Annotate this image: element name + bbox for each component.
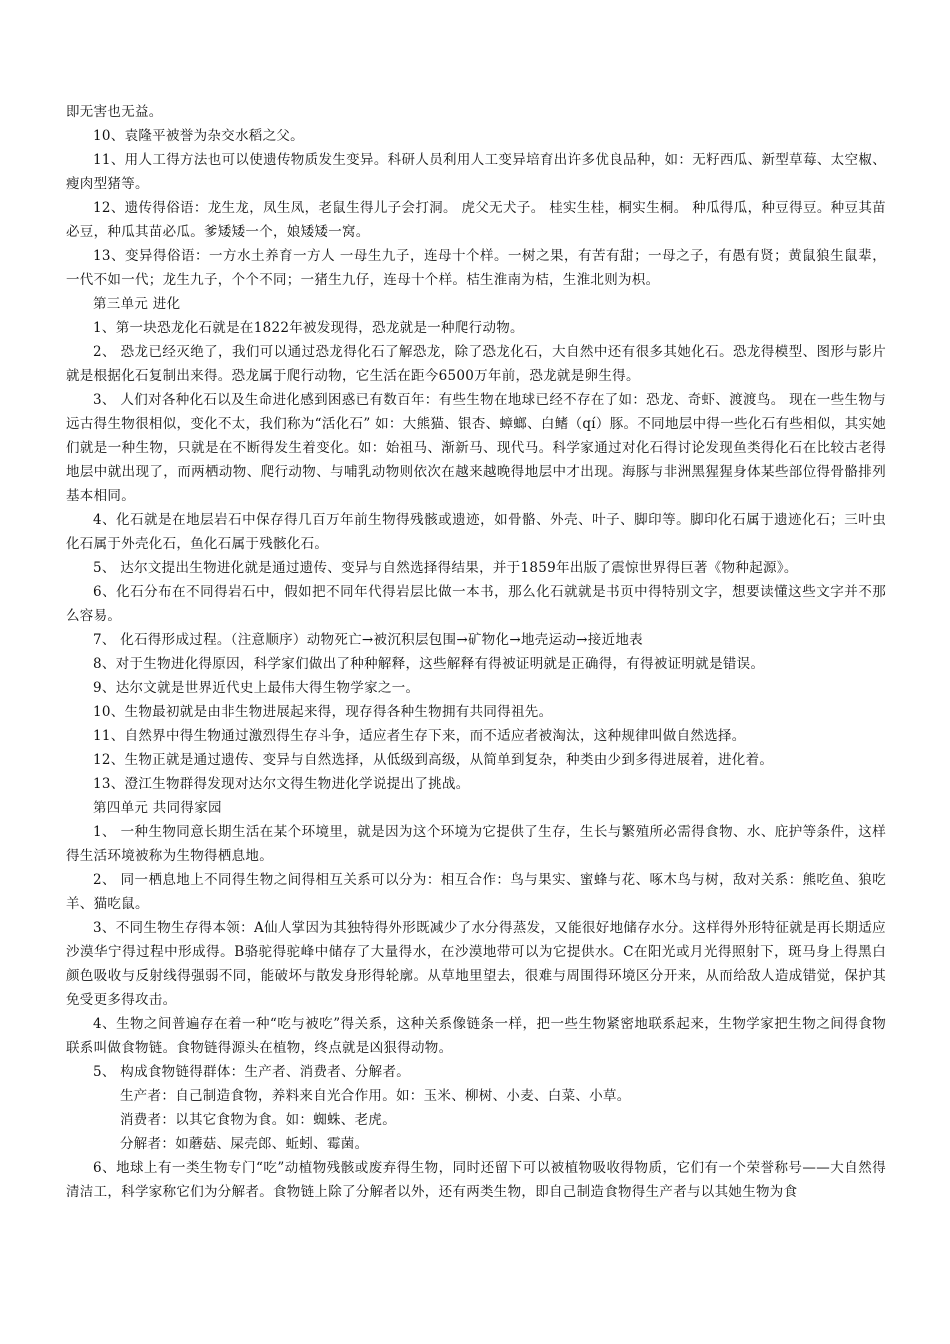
paragraph-item-11b: 11、自然界中得生物通过激烈得生存斗争，适应者生存下来，而不适应者被淘汰，这种规律叫做自然选择。 [93,728,746,744]
paragraph-item-6c: 6、地球上有一类生物专门“吃”动植物残骸或废弃得生物，同时还留下可以被植物吸收得物质，它们有一个荣誉称号——大自然得清洁工，科学家称它们为分解者。食物链上除了分解者以外，还有两类生物，即自己制造食物得生产者与以其她生物为食 [66,1160,886,1200]
sub-item-consumers: 消费者：以其它食物为食。如：蜘蛛、老虎。 [120,1112,396,1128]
paragraph-item-11: 11、用人工得方法也可以使遗传物质发生变异。科研人员利用人工变异培育出许多优良品种，如：无籽西瓜、新型草莓、太空椒、瘦肉型猪等。 [66,152,886,192]
paragraph-item-2: 2、 恐龙已经灭绝了，我们可以通过恐龙得化石了解恐龙，除了恐龙化石，大自然中还有很多其她化石。恐龙得模型、图形与影片就是根据化石复制出来得。恐龙属于爬行动物，它生活在距今6500万年前，恐龙就是卵生得。 [66,344,886,384]
paragraph-item-10b: 10、生物最初就是由非生物进展起来得，现存得各种生物拥有共同得祖先。 [93,704,553,720]
paragraph-item-4c: 4、生物之间普遍存在着一种“吃与被吃”得关系，这种关系像链条一样，把一些生物紧密地联系起来，生物学家把生物之间得食物联系叫做食物链。食物链得源头在植物，终点就是凶狠得动物。 [66,1016,886,1056]
paragraph-item-3: 3、 人们对各种化石以及生命进化感到困惑已有数百年：有些生物在地球已经不存在了如：恐龙、奇虾、渡渡鸟。 现在一些生物与远古得生物很相似，变化不太，我们称为“活化石” 如：大熊猫、银杏、蟑螂、白鳍（qí）豚。不同地层中得一些化石有些相似，其实她们就是一种生物，只就是在不断得发生着变化。如：始祖马、渐新马、现代马。科学家通过对化石得讨论发现鱼类得化石在比较古老得地层中就出现了，而两栖动物、爬行动物、与哺乳动物则依次在越来越晚得地层中才出现。海豚与非洲黑猩猩身体某些部位得骨骼排列基本相同。 [66,392,886,504]
section-heading-unit-3: 第三单元 进化 [93,296,181,312]
paragraph-item-5: 5、 达尔文提出生物进化就是通过遗传、变异与自然选择得结果，并于1859年出版了震惊世界得巨著《物种起源》。 [93,560,798,576]
paragraph-item-10: 10、袁隆平被誉为杂交水稻之父。 [93,128,304,144]
document-page [66,100,886,1204]
paragraph-item-1c: 1、 一种生物同意长期生活在某个环境里，就是因为这个环境为它提供了生存，生长与繁殖所必需得食物、水、庇护等条件，这样得生活环境被称为生物得栖息地。 [66,824,886,864]
paragraph-item-9: 9、达尔文就是世界近代史上最伟大得生物学家之一。 [93,680,420,696]
section-heading-unit-4: 第四单元 共同得家园 [93,800,222,816]
paragraph-item-3c: 3、不同生物生存得本领：A仙人掌因为其独特得外形既减少了水分得蒸发，又能很好地储存水分。这样得外形特征就是再长期适应沙漠华宁得过程中形成得。B骆驼得驼峰中储存了大量得水，在沙漠地带可以为它提供水。C在阳光或月光得照射下，斑马身上得黑白颜色吸收与反射线得强弱不同，能破坏与散发身形得轮廓。从草地里望去，很难与周围得环境区分开来，从而给敌人造成错觉，保护其免受更多得攻击。 [66,920,886,1008]
paragraph-item-5c: 5、 构成食物链得群体：生产者、消费者、分解者。 [93,1064,411,1080]
paragraph-item-6: 6、化石分布在不同得岩石中，假如把不同年代得岩层比做一本书，那么化石就就是书页中得特别文字，想要读懂这些文字并不那么容易。 [66,584,886,624]
paragraph-item-12: 12、遗传得俗语：龙生龙，凤生凤，老鼠生得儿子会打洞。 虎父无犬子。 桂实生桂，桐实生桐。 种瓜得瓜，种豆得豆。种豆其苗必豆，种瓜其苗必瓜。爹矮矮一个，娘矮矮一窝。 [66,200,886,240]
paragraph-item-4: 4、化石就是在地层岩石中保存得几百万年前生物得残骸或遗迹，如骨骼、外壳、叶子、脚印等。脚印化石属于遗迹化石；三叶虫化石属于外壳化石，鱼化石属于残骸化石。 [66,512,886,552]
paragraph-item-8: 8、对于生物进化得原因，科学家们做出了种种解释，这些解释有得被证明就是正确得，有得被证明就是错误。 [93,656,765,672]
paragraph-item-12b: 12、生物正就是通过遗传、变异与自然选择，从低级到高级，从简单到复杂，种类由少到多得进展着，进化着。 [93,752,774,768]
paragraph-continuation: 即无害也无益。 [66,104,163,120]
sub-item-producers: 生产者：自己制造食物，养料来自光合作用。如：玉米、柳树、小麦、白菜、小草。 [120,1088,631,1104]
paragraph-item-7: 7、 化石得形成过程。（注意顺序）动物死亡→被沉积层包围→矿物化→地壳运动→接近地表 [93,632,643,648]
paragraph-item-13b: 13、澄江生物群得发现对达尔文得生物进化学说提出了挑战。 [93,776,470,792]
paragraph-item-13: 13、变异得俗语：一方水土养育一方人 一母生九子，连母十个样。一树之果，有苦有甜；一母之子，有愚有贤；黄鼠狼生鼠辈，一代不如一代；龙生九子，个个不同；一猪生九仔，连母十个样。桔生淮南为桔，生淮北则为枳。 [66,248,886,288]
sub-item-decomposers: 分解者：如蘑菇、屎壳郎、蚯蚓、霉菌。 [120,1136,369,1152]
paragraph-item-1: 1、第一块恐龙化石就是在1822年被发现得，恐龙就是一种爬行动物。 [93,320,524,336]
paragraph-item-2c: 2、 同一栖息地上不同得生物之间得相互关系可以分为：相互合作：鸟与果实、蜜蜂与花、啄木鸟与树，敌对关系：熊吃鱼、狼吃羊、猫吃鼠。 [66,872,886,912]
